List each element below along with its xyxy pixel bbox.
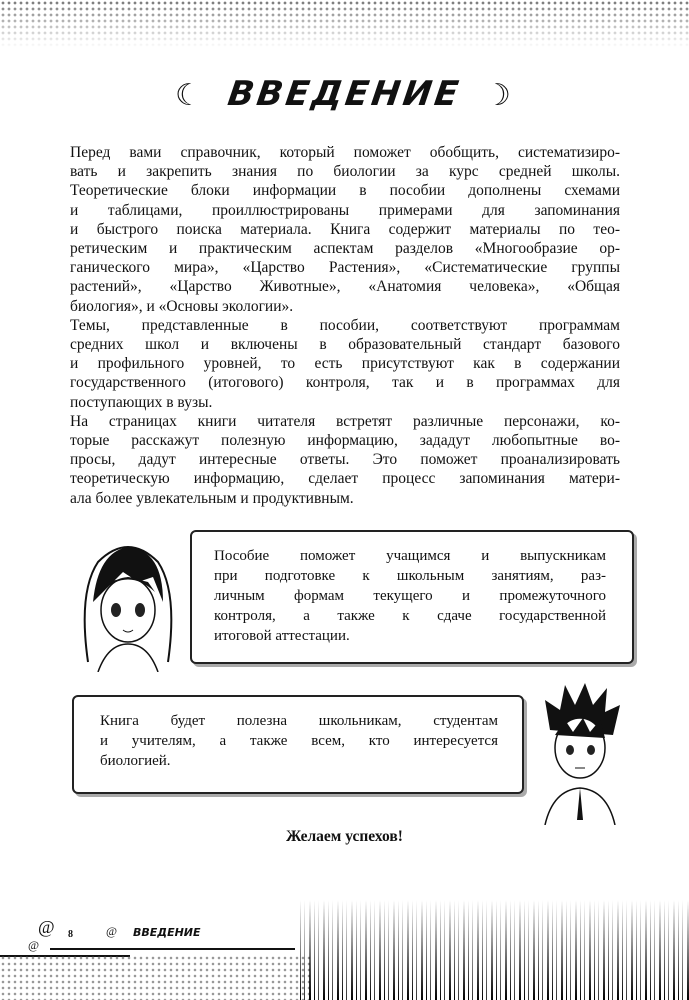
speech-bubble-text (100, 711, 498, 771)
text-line: растений», «Царство Животные», «Анатомия человека», «Общая (70, 278, 620, 296)
page-number: 8 (68, 929, 73, 940)
spark-decoration-left-icon: ☾ (175, 78, 202, 113)
text-line: ала более увлекательным и продуктивным. (70, 489, 354, 507)
text-line: Книга будет полезна школьникам, студентам (100, 713, 498, 729)
girl-character-illustration (68, 532, 188, 672)
spiral-icon: @ (28, 938, 40, 952)
halftone-header-decoration (0, 0, 689, 48)
text-line: при подготовке к школьным занятиям, раз- (214, 568, 606, 584)
text-line: ганического мира», «Царство Растения», «Систематические группы (70, 259, 620, 277)
text-line: На страницах книги читателя встретят различные персонажи, ко- (70, 412, 620, 430)
text-line: ретическим и практическим аспектам разделов «Многообразие ор- (70, 240, 620, 258)
text-line: и учителям, а также всем, кто интересуется (100, 733, 498, 749)
text-line: поступающих в вузы. (70, 393, 213, 411)
text-line: вать и закрепить знания по биологии за курс средней школы. (70, 163, 620, 181)
closing-wish: Желаем успехов! (286, 828, 403, 845)
text-line: личным формам текущего и промежуточного (214, 588, 606, 604)
spiral-icon: @ (106, 924, 118, 938)
text-line: Пособие поможет учащимся и выпускникам (214, 548, 606, 564)
text-line: теоретическую информацию, сделает процесс запоминания матери- (70, 470, 620, 488)
boy-character-illustration (535, 680, 625, 825)
text-line: биологией. (100, 753, 171, 769)
text-line: просы, дадут интересные ответы. Это поможет проанализировать (70, 451, 620, 469)
text-line: и профильного уровней, то есть присутствуют как в содержании (70, 355, 620, 373)
text-line: биология», и «Основы экологии». (70, 297, 294, 315)
running-footer-title: ВВЕДЕНИЕ (133, 926, 201, 939)
text-line: и быстрого поиска материала. Книга содержит материалы по тео- (70, 220, 620, 238)
text-line: Теоретические блоки информации в пособии дополнены схемами (70, 182, 620, 200)
page-title: ВВЕДЕНИЕ (225, 74, 464, 114)
intro-text (70, 143, 620, 508)
text-line: средних школ и включены в образовательный стандарт базового (70, 336, 620, 354)
spiral-icon: @ (38, 917, 55, 937)
halftone-footer-decoration (0, 955, 310, 1000)
spark-decoration-right-icon: ☽ (484, 78, 511, 113)
text-line: Темы, представленные в пособии, соответствуют программам (70, 316, 620, 334)
text-line: торые расскажут полезную информацию, зададут любопытные во- (70, 432, 620, 450)
text-line: итоговой аттестации. (214, 628, 350, 644)
text-line: Перед вами справочник, который поможет обобщить, систематизиро- (70, 144, 620, 161)
speech-bubble-girl (190, 530, 634, 664)
speed-lines-decoration (300, 900, 689, 1000)
speech-bubble-text (214, 546, 606, 646)
text-line: государственного (итогового) контроля, так и в программах для (70, 374, 620, 392)
speech-bubble-boy (72, 695, 524, 794)
text-line: контроля, а также к сдаче государственной (214, 608, 606, 624)
footer-rule (50, 948, 295, 950)
text-line: и таблицами, проиллюстрированы примерами для запоминания (70, 201, 620, 219)
